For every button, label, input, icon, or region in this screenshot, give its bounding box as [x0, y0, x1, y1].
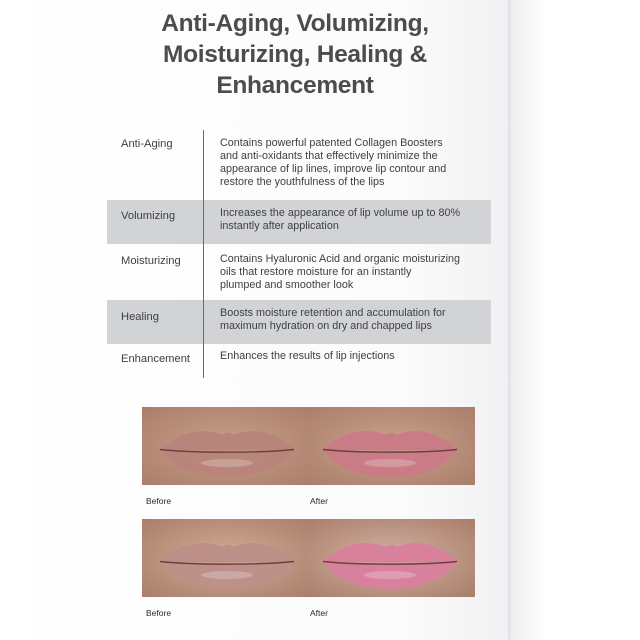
benefit-term: Volumizing — [121, 210, 176, 222]
benefits-table — [107, 126, 491, 381]
desc-line: oils that restore moisture for an instantly — [220, 266, 412, 278]
benefit-row-healing — [107, 300, 491, 344]
table-divider — [203, 130, 204, 378]
desc-line: appearance of lip lines, improve lip contour and — [220, 163, 447, 175]
lip-photo-before-2 — [142, 519, 312, 597]
desc-line: plumped and smoother look — [220, 279, 354, 291]
lip-highlight — [201, 459, 253, 467]
desc-line: Contains Hyaluronic Acid and organic moisturizing — [220, 253, 461, 265]
lip-photo-before-1 — [142, 407, 312, 485]
benefit-row-anti-aging — [107, 130, 491, 200]
benefit-description — [220, 350, 478, 363]
benefit-term: Moisturizing — [121, 255, 181, 267]
benefit-description — [220, 307, 478, 333]
benefit-term: Anti-Aging — [121, 138, 173, 150]
desc-line: Increases the appearance of lip volume up to 80% — [220, 207, 461, 219]
benefit-term: Enhancement — [121, 353, 191, 365]
title-line-3: Enhancement — [216, 72, 374, 99]
benefit-row-volumizing — [107, 200, 491, 244]
benefit-row-moisturizing — [107, 244, 491, 300]
photo-caption: After — [310, 496, 328, 506]
photo-caption: Before — [146, 496, 172, 506]
lip-photo-after-2 — [305, 519, 475, 597]
desc-line: Boosts moisture retention and accumulation for — [220, 307, 446, 319]
benefit-description — [220, 207, 478, 233]
desc-line: instantly after application — [220, 220, 339, 232]
desc-line: maximum hydration on dry and chapped lips — [220, 320, 432, 332]
lip-photo-after-1 — [305, 407, 475, 485]
title-line-1: Anti-Aging, Volumizing, — [161, 10, 429, 37]
desc-line: Contains powerful patented Collagen Boosters — [220, 137, 443, 149]
desc-line: Enhances the results of lip injections — [220, 350, 395, 362]
photo-caption: Before — [146, 608, 172, 618]
lip-highlight — [364, 459, 416, 467]
benefit-row-enhancement — [107, 344, 491, 380]
desc-line: restore the youthfulness of the lips — [220, 176, 385, 188]
page-edge-shadow — [505, 0, 640, 640]
photo-caption: After — [310, 608, 328, 618]
lip-highlight — [201, 571, 253, 579]
lip-highlight — [364, 571, 416, 579]
benefit-description — [220, 137, 478, 189]
page-title — [100, 8, 490, 101]
title-line-2: Moisturizing, Healing & — [163, 41, 427, 68]
benefit-description — [220, 253, 478, 292]
desc-line: and anti-oxidants that effectively minimize the — [220, 150, 438, 162]
benefit-term: Healing — [121, 311, 159, 323]
